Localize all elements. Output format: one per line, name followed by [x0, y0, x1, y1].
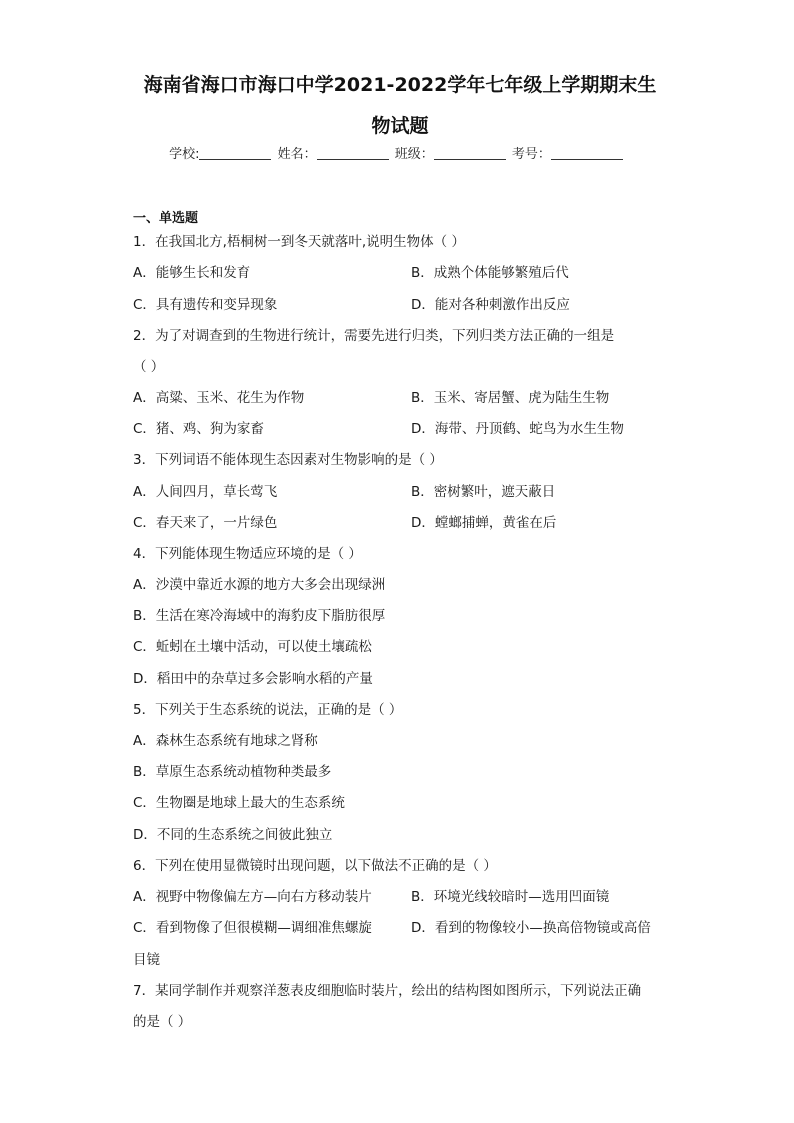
question-2-option-c: C．猪、鸡、狗为家畜 [133, 421, 264, 437]
question-6-stem: 6．下列在使用显微镜时出现问题，以下做法不正确的是（ ） [133, 858, 497, 874]
school-blank[interactable] [199, 145, 271, 160]
question-4-stem: 4．下列能体现生物适应环境的是（ ） [133, 546, 362, 562]
question-3-option-a: A．人间四月，草长莺飞 [133, 484, 278, 500]
question-4-option-a: A．沙漠中靠近水源的地方大多会出现绿洲 [133, 577, 386, 593]
question-5-option-a: A．森林生态系统有地球之肾称 [133, 733, 318, 749]
question-2-option-b: B．玉米、寄居蟹、虎为陆生生物 [411, 390, 610, 406]
question-6-option-c: C．看到物像了但很模糊—调细准焦螺旋 [133, 920, 372, 936]
question-4-option-d: D．稻田中的杂草过多会影响水稻的产量 [133, 671, 373, 687]
question-5-option-c: C．生物圈是地球上最大的生态系统 [133, 795, 345, 811]
question-3-option-b: B．密树繁叶，遮天蔽日 [411, 484, 556, 500]
name-label: 姓名： [277, 147, 317, 162]
question-2-stem-cont: （ ） [133, 359, 165, 375]
exam-number-label: 考号： [511, 147, 551, 162]
question-5-option-d: D．不同的生态系统之间彼此独立 [133, 827, 333, 843]
question-5-stem: 5．下列关于生态系统的说法，正确的是（ ） [133, 702, 403, 718]
question-3-option-c: C．春天来了，一片绿色 [133, 515, 278, 531]
question-2-option-a: A．高粱、玉米、花生为作物 [133, 390, 305, 406]
question-2-stem: 2．为了对调查到的生物进行统计，需要先进行归类，下列归类方法正确的一组是 [133, 328, 615, 344]
section-title: 一、单选题 [133, 211, 199, 226]
question-6-option-b: B．环境光线较暗时—选用凹面镜 [411, 889, 610, 905]
question-1-option-c: C．具有遗传和变异现象 [133, 297, 278, 313]
exam-number-blank[interactable] [551, 145, 623, 160]
question-3-stem: 3．下列词语不能体现生态因素对生物影响的是（ ） [133, 452, 443, 468]
class-label: 班级： [394, 147, 434, 162]
name-blank[interactable] [317, 145, 389, 160]
question-4-option-b: B．生活在寒冷海域中的海豹皮下脂肪很厚 [133, 608, 386, 624]
question-1-option-a: A．能够生长和发育 [133, 265, 251, 281]
class-blank[interactable] [434, 145, 506, 160]
question-7-stem-cont: 的是（ ） [133, 1014, 192, 1030]
question-1-option-b: B．成熟个体能够繁殖后代 [411, 265, 569, 281]
question-1-stem: 1．在我国北方,梧桐树一到冬天就落叶,说明生物体（ ） [133, 234, 465, 250]
question-4-option-c: C．蚯蚓在土壤中活动，可以使土壤疏松 [133, 639, 372, 655]
exam-title-line-2: 物试题 [371, 115, 429, 137]
question-6-option-d: D．看到的物像较小—换高倍物镜或高倍 [411, 920, 651, 936]
question-7-stem: 7．某同学制作并观察洋葱表皮细胞临时装片，绘出的结构图如图所示，下列说法正确 [133, 983, 642, 999]
exam-title-line-1: 海南省海口市海口中学2021-2022学年七年级上学期期末生 [143, 74, 657, 96]
student-info-row [0, 143, 794, 162]
school-label: 学校: [169, 147, 200, 162]
question-1-option-d: D．能对各种刺激作出反应 [411, 297, 570, 313]
question-6-option-d-cont: 目镜 [133, 952, 160, 968]
question-6-option-a: A．视野中物像偏左方—向右方移动装片 [133, 889, 372, 905]
question-2-option-d: D．海带、丹顶鹤、蛇鸟为水生生物 [411, 421, 624, 437]
question-3-option-d: D．螳螂捕蝉，黄雀在后 [411, 515, 557, 531]
question-5-option-b: B．草原生态系统动植物种类最多 [133, 764, 332, 780]
